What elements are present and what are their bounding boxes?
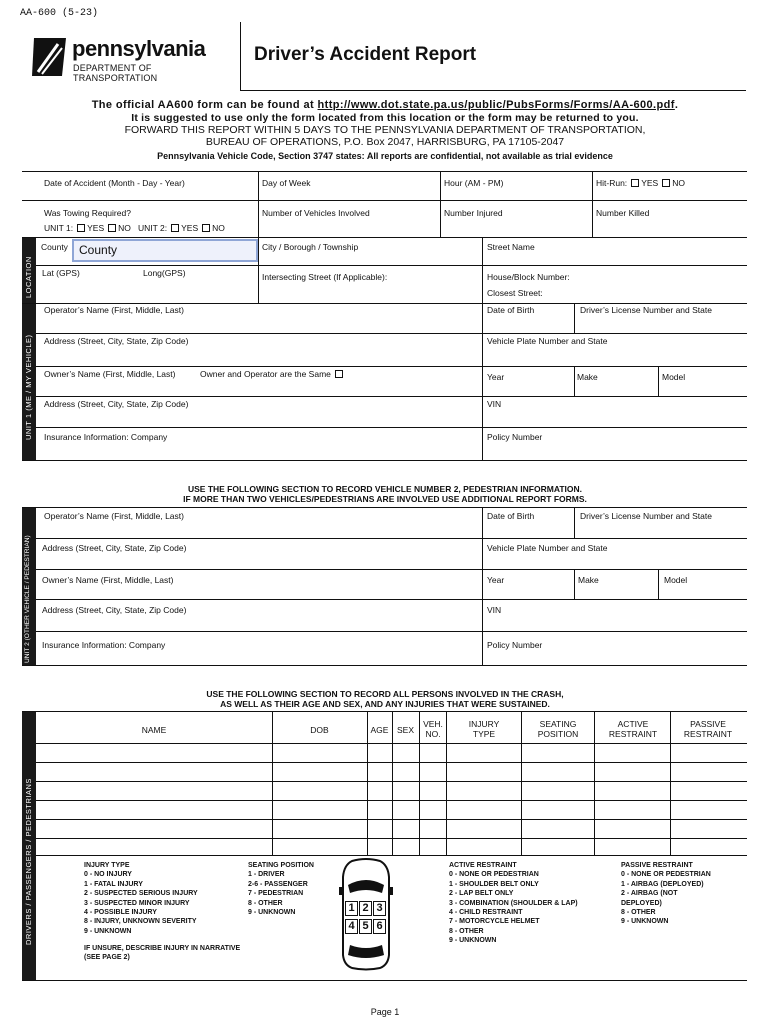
u2-dob-label: Date of Birth [487,511,535,521]
unit2-intro-line1: USE THE FOLLOWING SECTION TO RECORD VEHICLE NUMBER 2, PEDESTRIAN INFORMATION. [187,484,582,494]
rule [22,980,747,981]
rule [482,237,483,303]
rule [521,711,522,855]
seat-4: 4 [345,919,358,934]
county-label: County [41,242,68,252]
rule [258,171,259,237]
intro-line5: Pennsylvania Vehicle Code, Section 3747 states: All reports are confidential, not available as trial evidence [157,151,613,161]
active-restraint-legend: ACTIVE RESTRAINT 0 - NONE OR PEDESTRIAN 1 - SHOULDER BELT ONLY 2 - LAP BELT ONLY 3 - COMBINATION (SHOULDER & LAP) 4 - CHILD RESTRAINT 7 - MOTORCYCLE HELMET 8 - OTHER 9 - UNKNOWN [449,862,578,945]
hit-run-no-checkbox[interactable] [662,179,670,187]
rule [22,171,747,172]
location-side-label: LOCATION [24,256,33,298]
rule [592,171,593,237]
rule [574,303,575,333]
intro-line2: It is suggested to use only the form located from this location or the form may be returned to you. [131,112,639,124]
rule [36,538,747,539]
rule [22,237,747,238]
page-number: Page 1 [370,1007,400,1017]
col-active-header: ACTIVE RESTRAINT [608,719,658,739]
rule [258,237,259,303]
u1-vin-label: VIN [487,399,502,409]
owner-same-checkbox[interactable] [335,370,343,378]
unsure-note: IF UNSURE, DESCRIBE INJURY IN NARRATIVE (SEE PAGE 2) [84,945,241,962]
form-url-link[interactable]: http://www.dot.state.pa.us/public/PubsForms/Forms/AA-600.pdf [317,99,675,111]
u1-license-label: Driver’s License Number and State [580,305,712,315]
u1-model-label: Model [662,372,686,382]
u1-operator-label: Operator’s Name (First, Middle, Last) [44,305,184,315]
rule [419,711,420,855]
hit-run-field: Hit-Run: YES NO [596,178,685,188]
intro-line4: BUREAU OF OPERATIONS, P.O. Box 2047, HARRISBURG, PA 17105-2047 [205,136,565,148]
injury-legend: INJURY TYPE 0 - NO INJURY 1 - FATAL INJURY 2 - SUSPECTED SERIOUS INJURY 3 - SUSPECTED MINOR INJURY 4 - POSSIBLE INJURY 8 - INJURY, UNKNOWN SEVERITY 9 - UNKNOWN [84,862,198,935]
rule [574,366,575,396]
seat-5: 5 [359,919,372,934]
persons-side-label: DRIVERS / PASSENGERS / PEDESTRIANS [24,778,33,945]
u2-insurance-label: Insurance Information: Company [42,640,166,650]
logo-state: pennsylvania [72,36,206,61]
rule [36,427,747,428]
u1-dob-label: Date of Birth [487,305,535,315]
rule [36,396,747,397]
col-sex-header: SEX [396,725,414,735]
u2-vin-label: VIN [487,605,502,615]
hit-run-yes-checkbox[interactable] [631,179,639,187]
seat-2: 2 [359,901,372,916]
u2-license-label: Driver’s License Number and State [580,511,712,521]
u1-policy-label: Policy Number [487,432,543,442]
rule [446,711,447,855]
day-of-week-label: Day of Week [262,178,311,188]
u1-year-label: Year [487,372,505,382]
u2-policy-label: Policy Number [487,640,543,650]
header-rule [240,90,746,91]
rule [36,265,747,266]
rule [22,200,747,201]
rule [574,507,575,538]
rule [574,569,575,599]
city-label: City / Borough / Township [262,242,359,252]
u1-plate-label: Vehicle Plate Number and State [487,336,608,346]
rule [22,507,747,508]
u2-owner-label: Owner’s Name (First, Middle, Last) [42,575,174,585]
seat-1: 1 [345,901,358,916]
num-killed-label: Number Killed [596,208,650,218]
long-label: Long(GPS) [143,268,186,278]
u1-address-label: Address (Street, City, State, Zip Code) [44,336,189,346]
unit2-side-label: UNIT 2 (OTHER VEHICLE / PEDESTRIAN) [24,535,31,663]
rule [658,366,659,396]
col-passive-header: PASSIVE RESTRAINT [683,719,733,739]
street-name-label: Street Name [487,242,535,252]
rule [440,171,441,237]
rule [22,460,747,461]
seating-legend: SEATING POSITION 1 - DRIVER 2-6 - PASSENGER 7 - PEDESTRIAN 8 - OTHER 9 - UNKNOWN [248,862,314,917]
page-title: Driver’s Accident Report [254,44,477,65]
num-vehicles-label: Number of Vehicles Involved [262,208,370,218]
rule [36,855,747,856]
rule [482,303,483,460]
seat-6: 6 [373,919,386,934]
towing-options: UNIT 1: YES NO UNIT 2: YES NO [44,223,225,233]
num-injured-label: Number Injured [444,208,503,218]
rule [36,631,747,632]
house-block-label: House/Block Number: [487,272,570,282]
header-divider [240,22,241,90]
rule [594,711,595,855]
col-seating-header: SEATING POSITION [537,719,579,739]
lat-label: Lat (GPS) [42,268,80,278]
rule [36,599,747,600]
u2-year-label: Year [487,575,505,585]
col-veh-header: VEH. NO. [423,719,443,739]
passive-restraint-legend: PASSIVE RESTRAINT 0 - NONE OR PEDESTRIAN 1 - AIRBAG (DEPLOYED) 2 - AIRBAG (NOT DEPLOYED) 8 - OTHER 9 - UNKNOWN [621,862,711,926]
intro-line1: The official AA600 form can be found at http://www.dot.state.pa.us/public/PubsForms/Forms/AA-600.pdf. [91,99,679,111]
towing-label: Was Towing Required? [44,208,131,218]
rule [36,333,747,334]
logo-dept: DEPARTMENT OF TRANSPORTATION [73,63,158,83]
u1-owner-label: Owner’s Name (First, Middle, Last) [44,369,176,379]
rule [36,366,747,367]
car-seating-diagram [338,857,394,971]
col-injury-header: INJURY TYPE [468,719,500,739]
unit1-side-label: UNIT 1 (ME / MY VEHICLE) [24,334,33,440]
unit2-towing-yes-checkbox[interactable] [171,224,179,232]
intro-line3: FORWARD THIS REPORT WITHIN 5 DAYS TO THE PENNSYLVANIA DEPARTMENT OF TRANSPORTATION, [124,124,646,136]
u2-owner-address-label: Address (Street, City, State, Zip Code) [42,605,187,615]
rule [658,569,659,599]
rule [22,665,747,666]
col-name-header: NAME [141,725,167,735]
rule [36,569,747,570]
hour-label: Hour (AM - PM) [444,178,504,188]
u1-owner-address-label: Address (Street, City, State, Zip Code) [44,399,189,409]
rule [670,711,671,855]
closest-street-label: Closest Street: [487,288,543,298]
u1-owner-same-field: Owner and Operator are the Same [200,369,345,379]
form-number: AA-600 (5-23) [20,8,99,19]
unit1-towing-no-checkbox[interactable] [108,224,116,232]
col-dob-header: DOB [310,725,329,735]
unit2-intro-line2: IF MORE THAN TWO VEHICLES/PEDESTRIANS ARE INVOLVED USE ADDITIONAL REPORT FORMS. [183,494,587,504]
rule [22,711,747,712]
intersecting-label: Intersecting Street (If Applicable): [262,272,388,282]
seat-3: 3 [373,901,386,916]
county-input[interactable]: County [72,239,258,262]
penndot-logo [28,36,223,83]
u1-insurance-label: Insurance Information: Company [44,432,168,442]
rule [482,507,483,665]
rule [22,303,747,304]
u2-operator-label: Operator’s Name (First, Middle, Last) [44,511,184,521]
u1-make-label: Make [577,372,598,382]
u2-address-label: Address (Street, City, State, Zip Code) [42,543,187,553]
unit1-towing-yes-checkbox[interactable] [77,224,85,232]
u2-make-label: Make [578,575,599,585]
date-of-accident-label: Date of Accident (Month - Day - Year) [44,178,185,188]
persons-intro-line1: USE THE FOLLOWING SECTION TO RECORD ALL PERSONS INVOLVED IN THE CRASH, [206,689,564,699]
u2-model-label: Model [664,575,688,585]
u2-plate-label: Vehicle Plate Number and State [487,543,608,553]
unit2-towing-no-checkbox[interactable] [202,224,210,232]
keystone-logo-icon [28,36,68,78]
col-age-header: AGE [370,725,389,735]
persons-intro-line2: AS WELL AS THEIR AGE AND SEX, AND ANY INJURIES THAT WERE SUSTAINED. [220,699,550,709]
